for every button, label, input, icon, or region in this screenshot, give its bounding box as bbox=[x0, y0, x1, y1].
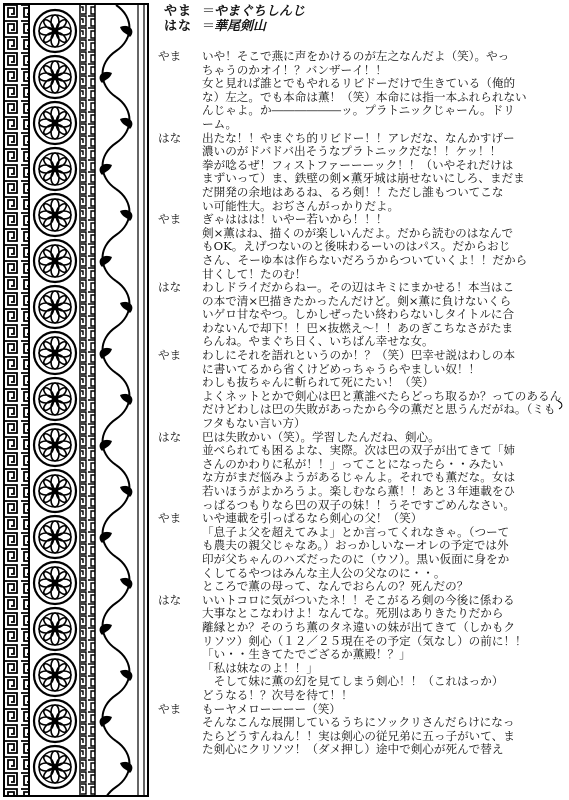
dialogue-line: んじゃよ。か――――――ッ。プラトニックじゃーん。ドリ bbox=[202, 104, 515, 118]
dialogue-line: 「息子よ父を超えてみよ」とか言ってくれなきゃ。（つーて bbox=[202, 525, 510, 539]
dialogue-line: わしも抜ちゃんに斬られて死にたい！（笑） bbox=[202, 376, 434, 390]
interview-transcript bbox=[156, 50, 564, 757]
dialogue-line: 女と見れば誰とでもやれるリビドーだけで生きている（俺的 bbox=[202, 77, 516, 91]
speaker-label: はな bbox=[158, 429, 182, 444]
dialogue-line: 印が父ちゃんのハズだったのに（ウソ）。黒い仮面に身をか bbox=[202, 552, 510, 566]
dialogue-line: 出たな！！やまぐち的リビドー！！アレだな、なんかすげー bbox=[202, 131, 515, 145]
dialogue-turn bbox=[156, 594, 564, 703]
dialogue-line: の本で清×巴描きたかったんだけど。剣×薫に負けないくら bbox=[202, 294, 512, 308]
speaker-legend bbox=[164, 4, 394, 34]
dialogue-line: どうなる！？次号を待て！！ bbox=[202, 688, 353, 702]
legend-row bbox=[164, 19, 394, 34]
page-mark-icon bbox=[556, 400, 566, 410]
dialogue-turn bbox=[156, 132, 564, 214]
legend-equals: ＝ bbox=[202, 19, 216, 34]
dialogue-line: ちゃうのかオイ！？バンザーイ！！ bbox=[202, 63, 387, 77]
dialogue-line: い可能性大。おぢさんがっかりだよ。 bbox=[202, 199, 400, 213]
dialogue-line: よくネットとかで剣心は巴と薫誰べたらどっち取るか？ってのあるんだけどわしは巴の失敗があったから今の薫だと思うんだがね。（ミもフタもない言い方） bbox=[202, 389, 562, 431]
dialogue-turn bbox=[156, 50, 564, 132]
dialogue-line: まずいって）ま、鉄壁の剣×薫牙城は崩せないにしろ、まだま bbox=[202, 172, 525, 186]
dialogue-line: くしてるやつはみんな主人公の父なのに・・。 bbox=[202, 566, 446, 580]
dialogue-line: 濃いのがドバドバ出そうなプラトニックだな！！ケッ！！ bbox=[202, 145, 502, 159]
dialogue-line: 「い・・生きてたでござるか薫殿！？」 bbox=[202, 648, 411, 662]
dialogue-turn bbox=[156, 349, 564, 431]
dialogue-line: いや連載を引っぱるなら剣心の父！（笑） bbox=[202, 512, 423, 526]
dialogue-line: ーム。 bbox=[202, 117, 238, 131]
ornamental-border bbox=[3, 3, 149, 797]
dialogue-line: も農夫の親父じゃなあ。）おっかしいなーオレの予定では外 bbox=[202, 539, 509, 553]
dialogue-line: た剣心にクリソツ！（ダメ押し）途中で剣心が死んで替え bbox=[202, 743, 504, 757]
speaker-label: やま bbox=[158, 511, 182, 526]
dialogue-line: な）左之。でも本命は薫！（笑）本命には指一本ふれられない bbox=[202, 90, 527, 104]
speaker-label: やま bbox=[158, 701, 182, 716]
dialogue-line: わしドライだからねー。その辺はキミにまかせる！本当はこ bbox=[202, 281, 515, 295]
dialogue-line: ところで薫の母って、なんでおらんの？死んだの？ bbox=[202, 580, 469, 594]
dialogue-line: 「私は妹なのよ！！」 bbox=[202, 661, 318, 675]
dialogue-line: さんのかわりに私が！！」ってことになったら・・みたい bbox=[202, 457, 504, 471]
dialogue-line: いや！そこで燕に声をかけるのが左之なんだよ（笑）。やっ bbox=[202, 50, 510, 63]
dialogue-turn bbox=[156, 703, 564, 757]
legend-speaker-abbrev: やま bbox=[164, 4, 193, 19]
legend-speaker-name: やまぐちしんじ bbox=[214, 4, 306, 19]
legend-speaker-abbrev: はな bbox=[164, 19, 193, 34]
dialogue-line: 剣×薫はね、描くのが楽しいんだよ。だから読むのはなんで bbox=[202, 226, 514, 240]
dialogue-line: 並べられても困るよな、実際。次は巴の双子が出てきて「姉 bbox=[202, 444, 516, 458]
dialogue-line: いいトコロに気がついたネ！！そこがるろ剣の今後に係わる bbox=[202, 593, 515, 607]
dialogue-line: そんなこんな展開しているうちにソックリさんだらけになっ bbox=[202, 716, 515, 730]
dialogue-line: 甘くして！たのむ！ bbox=[202, 267, 307, 281]
dialogue-line: 離縁とか？そのうち薫のタネ違いの妹が出てきて（しかもク bbox=[202, 620, 516, 634]
border-pattern-icon bbox=[3, 3, 149, 797]
speaker-label: やま bbox=[158, 348, 182, 363]
dialogue-line: 拳が唸るぜ！フィストファーーーック！！（いやそれだけは bbox=[202, 158, 514, 172]
dialogue-turn bbox=[156, 281, 564, 349]
dialogue-line: たらどうすんねん！！実は剣心の従兄弟に五っ子がいて、ま bbox=[202, 729, 515, 743]
dialogue-line: な方がまだ悩みようがあるじゃんよ。それでも薫だな。女は bbox=[202, 471, 516, 485]
dialogue-line: リソツ）剣心（１２／２５現在その予定（気なし）の前に！！ bbox=[202, 634, 527, 648]
legend-speaker-name: 華尾剣山 bbox=[214, 19, 267, 34]
dialogue-line: ぎゃははは！いやー若いから！！！ bbox=[202, 213, 388, 227]
dialogue-line: っぱるつもりなら巴の双子の妹！！うそですごめんなさい。 bbox=[202, 498, 515, 512]
dialogue-line: もーヤメローーーー（笑） bbox=[202, 702, 341, 716]
dialogue-line: もOK。えげつないのと後味わるーいのはパス。だからおじ bbox=[202, 240, 511, 254]
dialogue-line: わないんで却下！！巴×抜燃え～！！あのぎこちなさがたま bbox=[202, 321, 514, 335]
speaker-label: はな bbox=[158, 280, 182, 295]
legend-row bbox=[164, 4, 394, 19]
legend-equals: ＝ bbox=[202, 4, 216, 19]
dialogue-line: だ開発の余地はあるね、るろ剣！！ただし誰もついてこな bbox=[202, 185, 504, 199]
speaker-label: はな bbox=[158, 130, 182, 145]
speaker-label: やま bbox=[158, 49, 182, 63]
dialogue-line: に書いてるから省くけどめっちゃうらやましい奴！！ bbox=[202, 362, 481, 376]
dialogue-line: さん、そーゆ本は作らないだろうからついていくよ！！だから bbox=[202, 253, 528, 267]
dialogue-line: いゲロ甘なやつ。しかしぜったい終わらないしタイトルに合 bbox=[202, 308, 515, 322]
dialogue-line: 巴は失敗かい（笑）。学習したんだね、剣心。 bbox=[202, 430, 440, 444]
dialogue-line: わしにそれを語れというのか！？（笑）巴幸せ説はわしの本 bbox=[202, 349, 516, 363]
dialogue-line: 若いほうがよかろうよ。楽しむなら薫！！あと３年連載をひ bbox=[202, 485, 516, 498]
dialogue-line: 大事なとこなわけよ！なんてな。死別はありきたりだから bbox=[202, 607, 504, 621]
dialogue-turn bbox=[156, 512, 564, 594]
dialogue-line: らんね。やまぐち日く、いちばん幸せな女。 bbox=[202, 335, 434, 349]
dialogue-turn bbox=[156, 431, 564, 513]
speaker-label: はな bbox=[158, 592, 182, 607]
dialogue-turn bbox=[156, 213, 564, 281]
dialogue-line: そして妹に薫の幻を見てしまう剣心！！（これはっか） bbox=[202, 675, 504, 689]
speaker-label: やま bbox=[158, 212, 182, 227]
